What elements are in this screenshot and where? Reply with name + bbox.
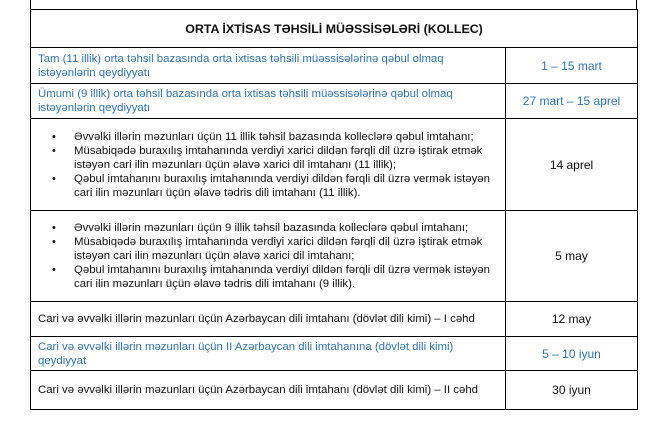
table-border-top-right xyxy=(636,0,637,9)
row-description: Tam (11 illik) orta təhsil bazasında orta ixtisas təhsili müəssisələrinə qəbul olmaq istəyənlərin qeydiyyatı xyxy=(31,48,506,84)
row-date: 1 – 15 mart xyxy=(506,48,638,84)
table-row xyxy=(31,211,638,302)
list-item: • Qəbul imtahanını buraxılış imtahanında verdiyi dildən fərqli dil üzrə vermək istəyən cari ilin məzunları üçün əlavə tədris dili imtahanı (11 illik). xyxy=(74,172,499,200)
table-row xyxy=(31,337,638,371)
list-item: • Qəbul imtahanını buraxılış imtahanında verdiyi dildən fərqli dil üzrə vermək istəyən cari ilin məzunları üçün əlavə tədris dili imtahanı (9 illik). xyxy=(74,263,499,291)
row-description xyxy=(31,211,506,302)
table-title-row xyxy=(31,10,638,48)
table-row xyxy=(31,84,638,119)
row-date: 14 aprel xyxy=(506,119,638,211)
row-description: Ümumi (9 illik) orta təhsil bazasında orta ixtisas təhsili müəssisələrinə qəbul olmaq istəyənlərin qeydiyyatı xyxy=(31,84,506,119)
row-date: 12 may xyxy=(506,302,638,337)
row-description: Cari və əvvəlki illərin məzunları üçün Azərbaycan dili imtahanı (dövlət dili kimi) – I cəhd xyxy=(31,302,506,337)
list-item: • Əvvəlki illərin məzunları üçün 9 illik təhsil bazasında kolleclərə qəbul imtahanı; xyxy=(74,221,499,235)
row-date: 5 – 10 iyun xyxy=(506,337,638,371)
row-date: 27 mart – 15 aprel xyxy=(506,84,638,119)
list-item: • Əvvəlki illərin məzunları üçün 11 illik təhsil bazasında kolleclərə qəbul imtahanı; xyxy=(74,130,499,144)
table-row xyxy=(31,48,638,84)
row-description: Cari və əvvəlki illərin məzunları üçün Azərbaycan dili imtahanı (dövlət dili kimi) – II cəhd xyxy=(31,371,506,410)
table-row xyxy=(31,371,638,410)
row-description: Cari və əvvəlki illərin məzunları üçün II Azərbaycan dili imtahanına (dövlət dili kimi) qeydiyyat xyxy=(31,337,506,371)
list-item: • Müsabiqədə buraxılış imtahanında verdiyi xarici dildən fərqli dil üzrə iştirak etmək istəyən cari ilin məzunları üçün əlavə xarici dil imtahanı; xyxy=(74,235,499,263)
exam-list xyxy=(38,221,499,291)
table-row xyxy=(31,302,638,337)
table-border-top-left xyxy=(30,0,31,9)
exam-list xyxy=(38,130,499,200)
row-description xyxy=(31,119,506,211)
row-date: 30 iyun xyxy=(506,371,638,410)
table-row xyxy=(31,119,638,211)
schedule-table xyxy=(30,9,638,410)
row-date: 5 may xyxy=(506,211,638,302)
list-item: • Müsabiqədə buraxılış imtahanında verdiyi xarici dildən fərqli dil üzrə iştirak etmək istəyən cari ilin məzunları üçün əlavə xarici dil imtahanı (11 illik); xyxy=(74,144,499,172)
table-title: ORTA İXTİSAS TƏHSİLİ MÜƏSSİSƏLƏRİ (KOLLEC) xyxy=(31,10,638,48)
